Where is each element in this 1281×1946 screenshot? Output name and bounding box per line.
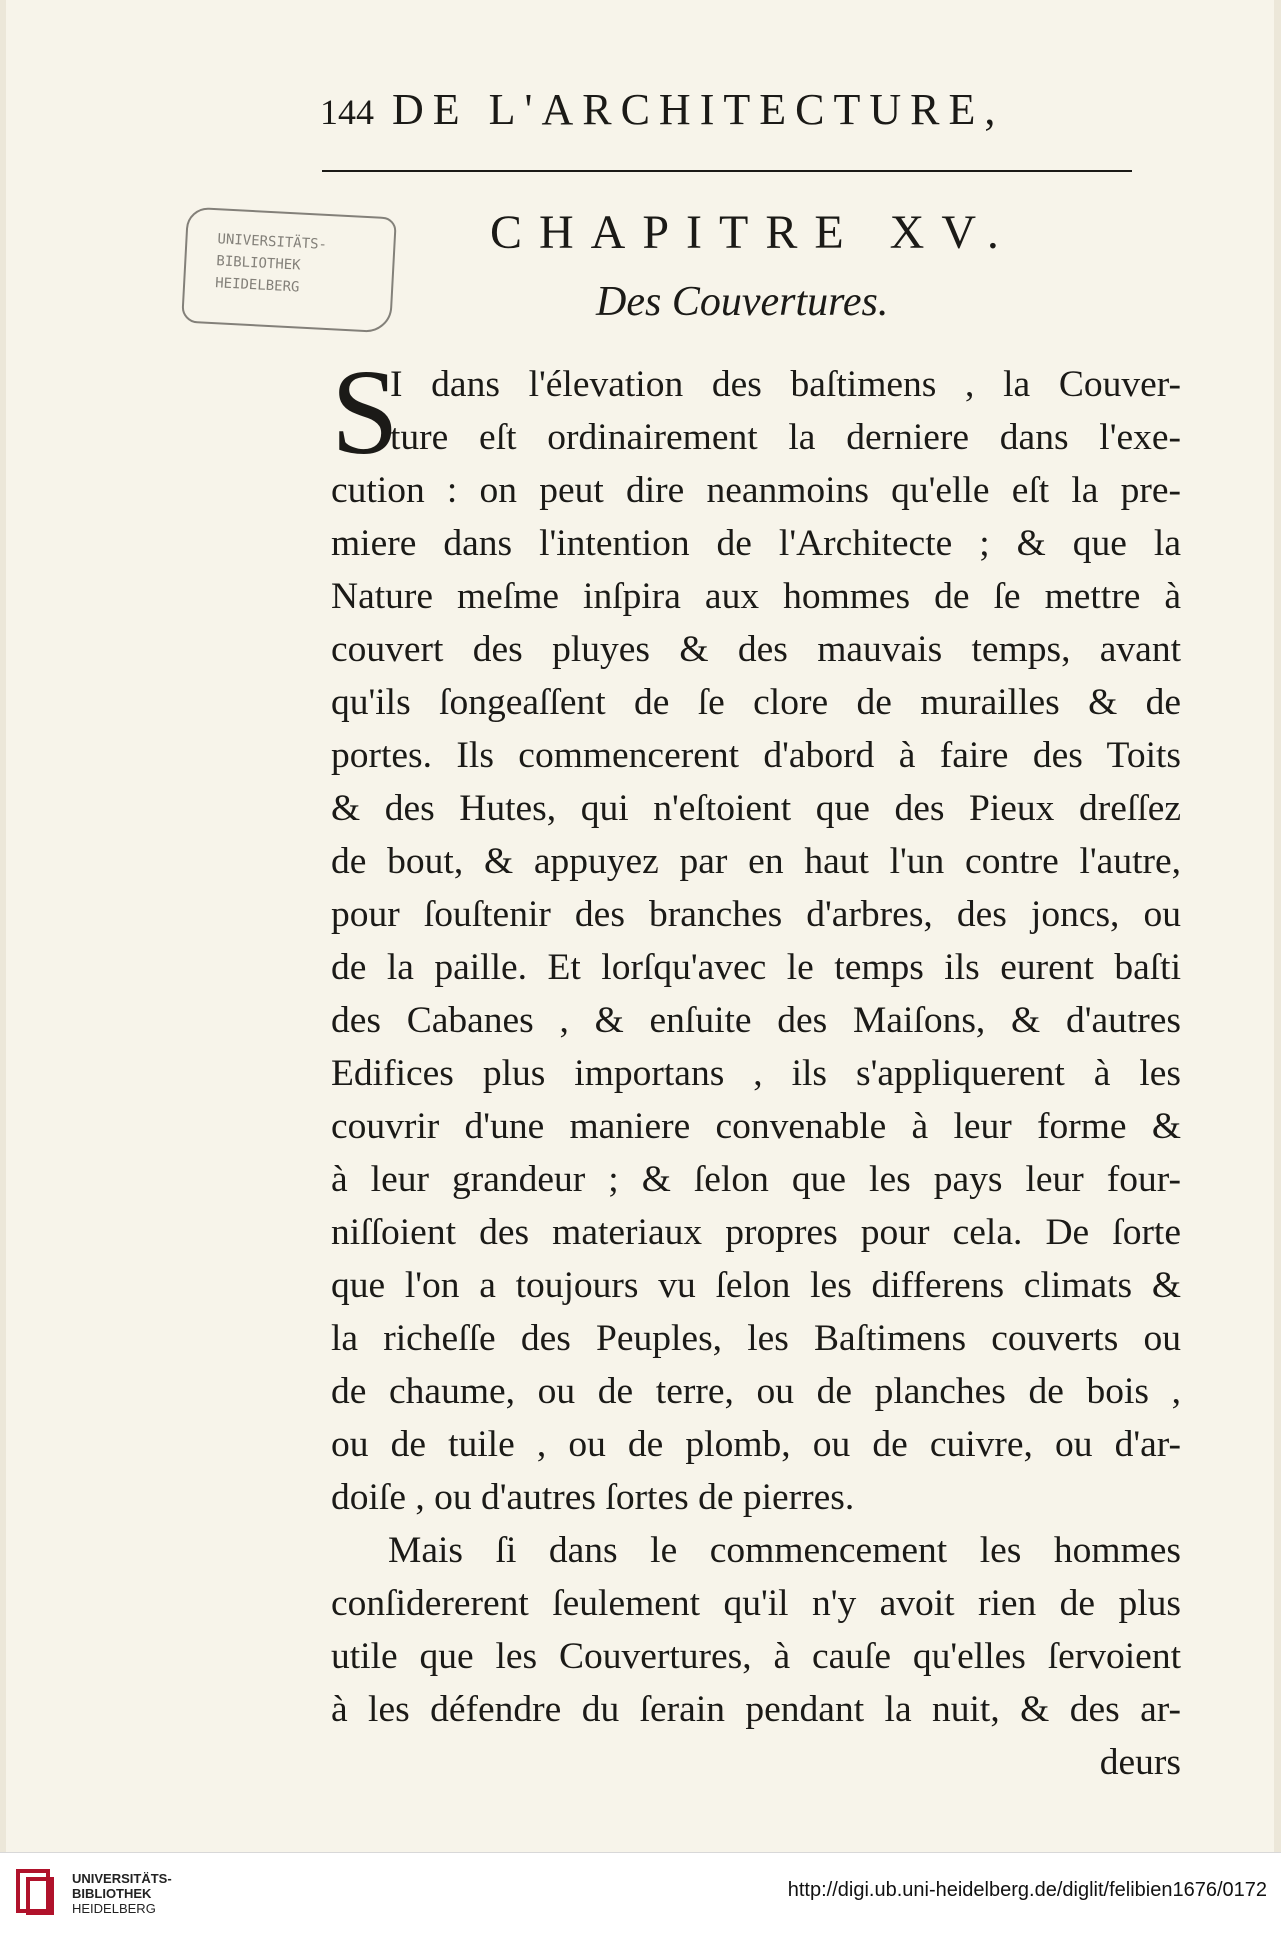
text-line: des Cabanes , & enſuite des Maiſons, & d'autres [331,1000,1181,1041]
text-line: Edifices plus importans , ils s'appliquerent à les [331,1053,1181,1094]
running-head [320,84,1120,135]
chapter-title: CHAPITRE XV. [490,206,1016,259]
text-line: & des Hutes, qui n'eſtoient que des Pieux dreſſez [331,788,1181,829]
catchword: deurs [1099,1742,1181,1783]
library-stamp [181,207,397,334]
text-line: doiſe , ou d'autres ſortes de pierres. [331,1477,855,1518]
header-rule [322,170,1132,172]
drop-cap: S [331,345,399,480]
text-line: ture eſt ordinairement la derniere dans l'exe- [390,417,1181,458]
stamp-line: BIBLIOTHEK [215,253,301,274]
library-name-line: HEIDELBERG [72,1901,156,1916]
text-line: de chaume, ou de terre, ou de planches de bois , [331,1371,1181,1412]
text-line: niſſoient des materiaux propres pour cela. De ſorte [331,1212,1181,1253]
text-line: couvrir d'une maniere convenable à leur forme & [331,1106,1181,1147]
stamp-line: UNIVERSITÄTS- [217,231,328,253]
text-line: que l'on a toujours vu ſelon les differens climats & [331,1265,1181,1306]
library-name-line: BIBLIOTHEK [72,1886,152,1901]
library-logo-icon [16,1867,56,1917]
text-line: utile que les Couvertures, à cauſe qu'elles ſervoient [331,1636,1181,1677]
footer-bar [0,1852,1281,1946]
text-line: de bout, & appuyez par en haut l'un contre l'autre, [331,841,1181,882]
stamp-line: HEIDELBERG [214,275,300,296]
running-title: DE L'ARCHITECTURE, [392,85,1005,134]
library-name [72,1871,172,1916]
text-line: couvert des pluyes & des mauvais temps, avant [331,629,1181,670]
text-line: conſidererent ſeulement qu'il n'y avoit rien de plus [331,1583,1181,1624]
text-line: ou de tuile , ou de plomb, ou de cuivre, ou d'ar- [331,1424,1181,1465]
text-line: pour ſouſtenir des branches d'arbres, des joncs, ou [331,894,1181,935]
text-line: Mais ſi dans le commencement les hommes [388,1530,1181,1571]
text-line: portes. Ils commencerent d'abord à faire des Toits [331,735,1181,776]
text-line: cution : on peut dire neanmoins qu'elle eſt la pre- [331,470,1181,511]
text-line: I dans l'élevation des baſtimens , la Couver- [390,364,1181,405]
text-line: à les défendre du ſerain pendant la nuit, & des ar- [331,1689,1181,1730]
text-line: qu'ils ſongeaſſent de ſe clore de murailles & de [331,682,1181,723]
source-url[interactable]: http://digi.ub.uni-heidelberg.de/diglit/felibien1676/0172 [787,1879,1267,1901]
text-line: Nature meſme inſpira aux hommes de ſe mettre à [331,576,1181,617]
text-line: miere dans l'intention de l'Architecte ; & que la [331,523,1181,564]
page-number: 144 [320,92,374,132]
text-line: de la paille. Et lorſqu'avec le temps ils eurent baſti [331,947,1181,988]
library-name-line: UNIVERSITÄTS- [72,1871,172,1886]
text-line: la richeſſe des Peuples, les Baſtimens couverts ou [331,1318,1181,1359]
chapter-subtitle: Des Couvertures. [596,279,889,325]
text-line: à leur grandeur ; & ſelon que les pays leur four- [331,1159,1181,1200]
